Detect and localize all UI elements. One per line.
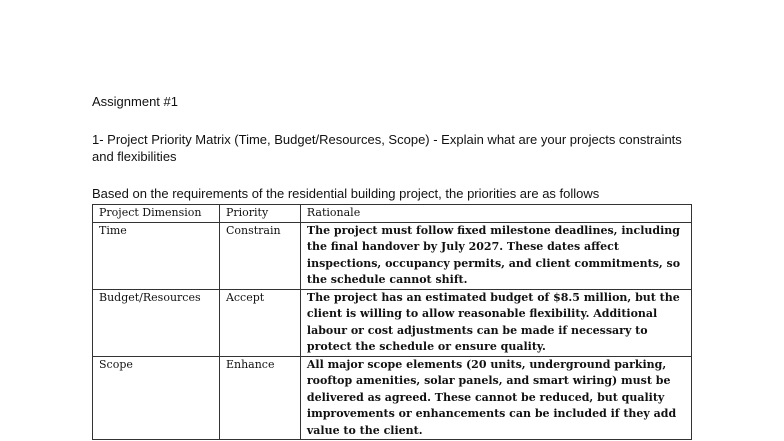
header-project-dimension: Project Dimension — [93, 205, 220, 223]
cell-rationale: The project has an estimated budget of $8.5 million, but the client is willing to allow reasonable flexibility. Additional labour or cost adjustments can be made if necessary to protect the schedule or ensure quality. — [300, 289, 691, 356]
cell-priority: Constrain — [219, 222, 300, 289]
intro-text: Based on the requirements of the residential building project, the priorities are as follows — [92, 186, 600, 201]
header-rationale: Rationale — [300, 205, 691, 223]
cell-rationale: All major scope elements (20 units, underground parking, rooftop amenities, solar panels, and smart wiring) must be delivered as agreed. These cannot be reduced, but quality improvements or enhancements can be included if they add value to the client. — [300, 356, 691, 440]
header-priority: Priority — [219, 205, 300, 223]
cell-rationale: The project must follow fixed milestone deadlines, including the final handover by July 2027. These dates affect inspections, occupancy permits, and client commitments, so the schedule cannot shift. — [300, 222, 691, 289]
cell-dimension: Scope — [93, 356, 220, 440]
cell-priority: Accept — [219, 289, 300, 356]
cell-priority: Enhance — [219, 356, 300, 440]
table-row-scope — [93, 356, 692, 440]
priority-matrix-table — [92, 204, 692, 440]
assignment-heading: Assignment #1 — [92, 94, 178, 109]
table-row-budget-resources — [93, 289, 692, 356]
question-text: 1- Project Priority Matrix (Time, Budget/Resources, Scope) - Explain what are your projects constraints and flexibilities — [92, 132, 682, 164]
table-row-time — [93, 222, 692, 289]
table-header-row — [93, 205, 692, 223]
cell-dimension: Time — [93, 222, 220, 289]
cell-dimension: Budget/Resources — [93, 289, 220, 356]
